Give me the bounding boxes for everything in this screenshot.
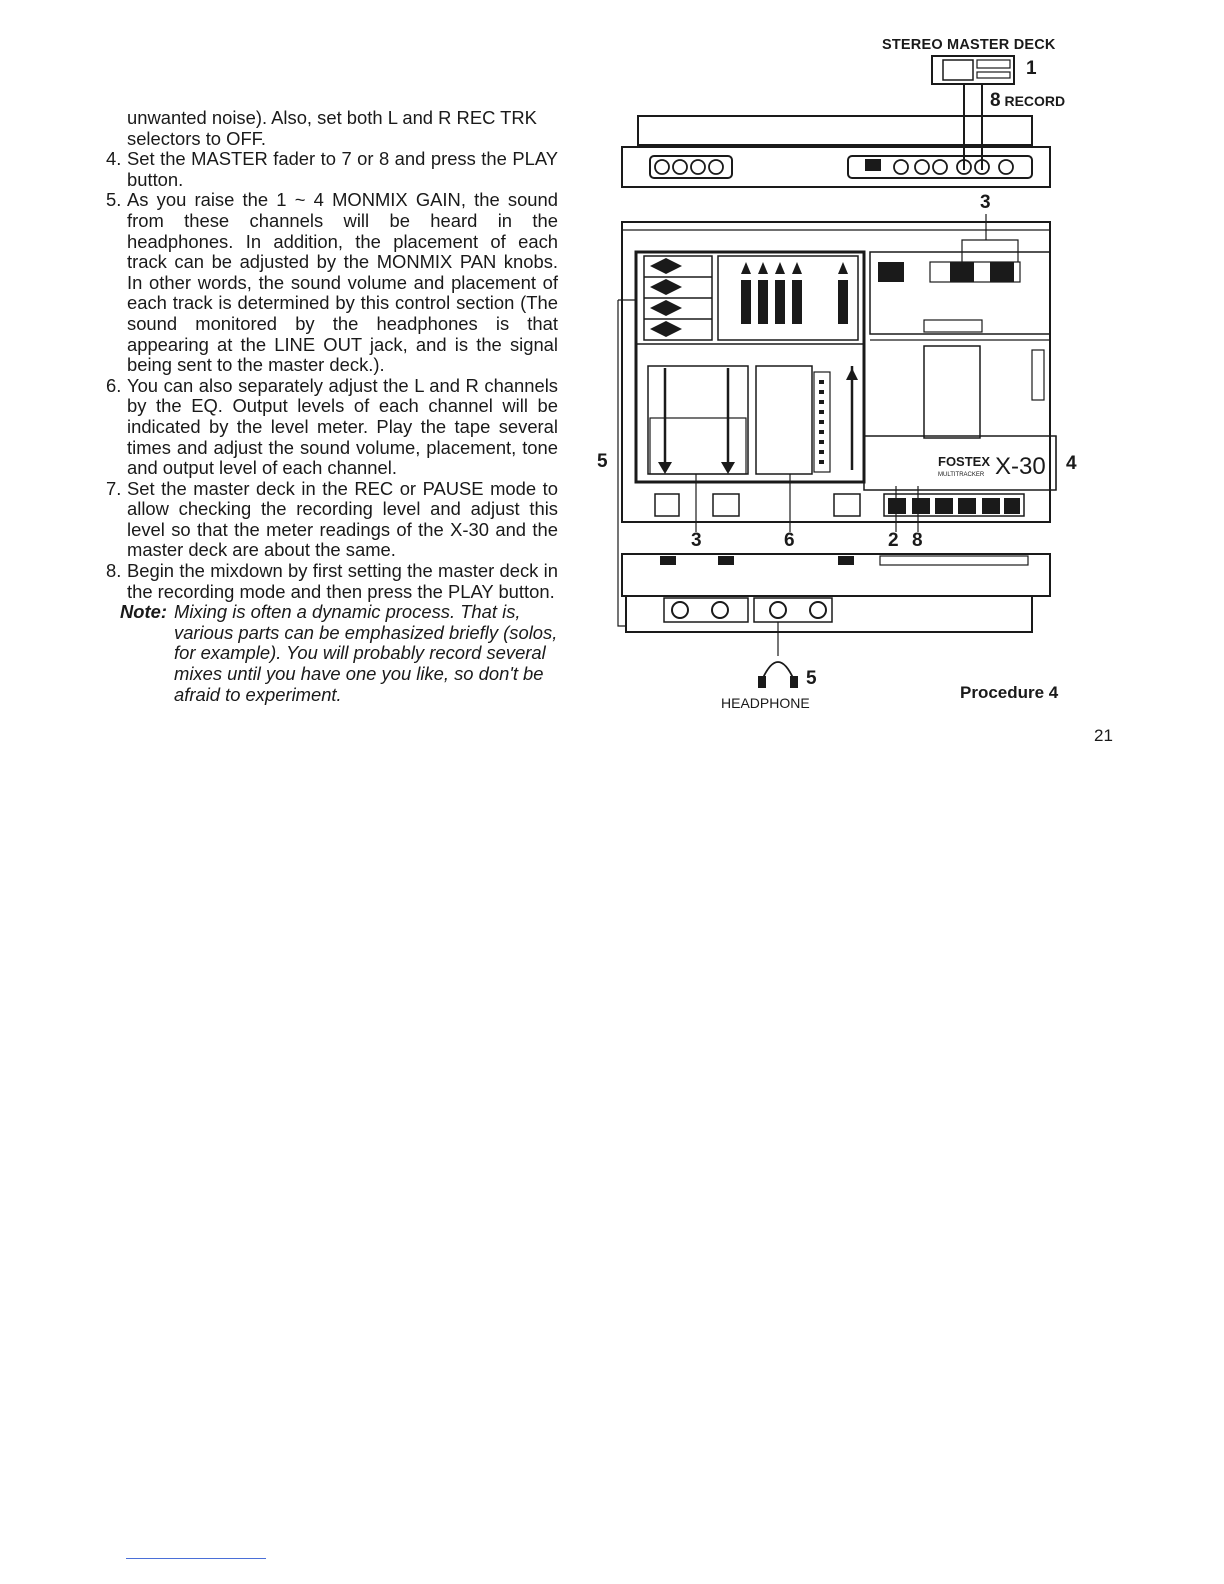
x30-diagram (0, 0, 1224, 760)
callout-4: 4 (1066, 453, 1077, 474)
page-number: 21 (1094, 726, 1113, 745)
mixer-body (622, 222, 1050, 522)
callout-1: 1 (1026, 58, 1037, 79)
note-label: Note: (120, 601, 167, 623)
master-deck-icon (932, 56, 1014, 84)
model-name: X-30 (995, 453, 1046, 480)
callout-3-top: 3 (980, 192, 991, 213)
brand-sub: MULTITRACKER (938, 472, 985, 478)
intro-line-2: selectors to OFF. (127, 127, 266, 149)
callout-3-bottom: 3 (691, 530, 702, 551)
headphone-icon (758, 662, 798, 688)
step-number: 4. (106, 148, 122, 170)
step-number: 6. (106, 374, 122, 396)
callout-2: 2 (888, 530, 899, 551)
step-number: 8. (106, 560, 122, 582)
callout-6: 6 (784, 530, 795, 551)
headphone-label: HEADPHONE (721, 695, 810, 711)
step-text: Set the MASTER fader to 7 or 8 and press the PLAY button. (127, 148, 558, 190)
brand-logo: FOSTEX (938, 454, 991, 469)
callout-8: 8 (912, 530, 923, 551)
step-text: Begin the mixdown by first setting the master deck in the recording mode and then press the PLAY button. (127, 560, 558, 602)
stereo-master-deck-label: STEREO MASTER DECK (882, 37, 1056, 53)
note-text: Mixing is often a dynamic process. That is, various parts can be emphasized briefly (solos, for example). You will probably record several mixes until you have one you like, so don't be afraid to experiment. (174, 601, 558, 705)
footer-rule (126, 1558, 266, 1559)
step-number: 7. (106, 477, 122, 499)
step-number: 5. (106, 189, 122, 211)
intro-line-1: unwanted noise). Also, set both L and R REC TRK (127, 107, 537, 128)
step-text: As you raise the 1 ~ 4 MONMIX GAIN, the sound from these channels will be heard in the headphones. In addition, the placement of each track can be adjusted by the MONMIX PAN knobs. In other words, the sound volume and placement of each track is determined by this control section (The sound monitored by the headphones is that appearing at the LINE OUT jack, and is the signal being sent to the master deck.). (127, 189, 558, 376)
callout-5-left: 5 (597, 451, 608, 472)
record-text: RECORD (1004, 93, 1066, 109)
front-panel (622, 554, 1050, 596)
step-text: Set the master deck in the REC or PAUSE mode to allow checking the recording level and adjust this level so that the meter readings of the X-30 and the master deck are about the same. (127, 477, 558, 561)
record-number: 8 (990, 90, 1001, 111)
rear-panel (638, 116, 1032, 145)
step-text: You can also separately adjust the L and R channels by the EQ. Output levels of each channel will be indicated by the level meter. Play the tape several times and adjust the sound volume, placement, tone and output level of each channel. (127, 374, 558, 479)
figure-caption: Procedure 4 (960, 683, 1059, 702)
callout-5-bottom: 5 (806, 668, 817, 689)
